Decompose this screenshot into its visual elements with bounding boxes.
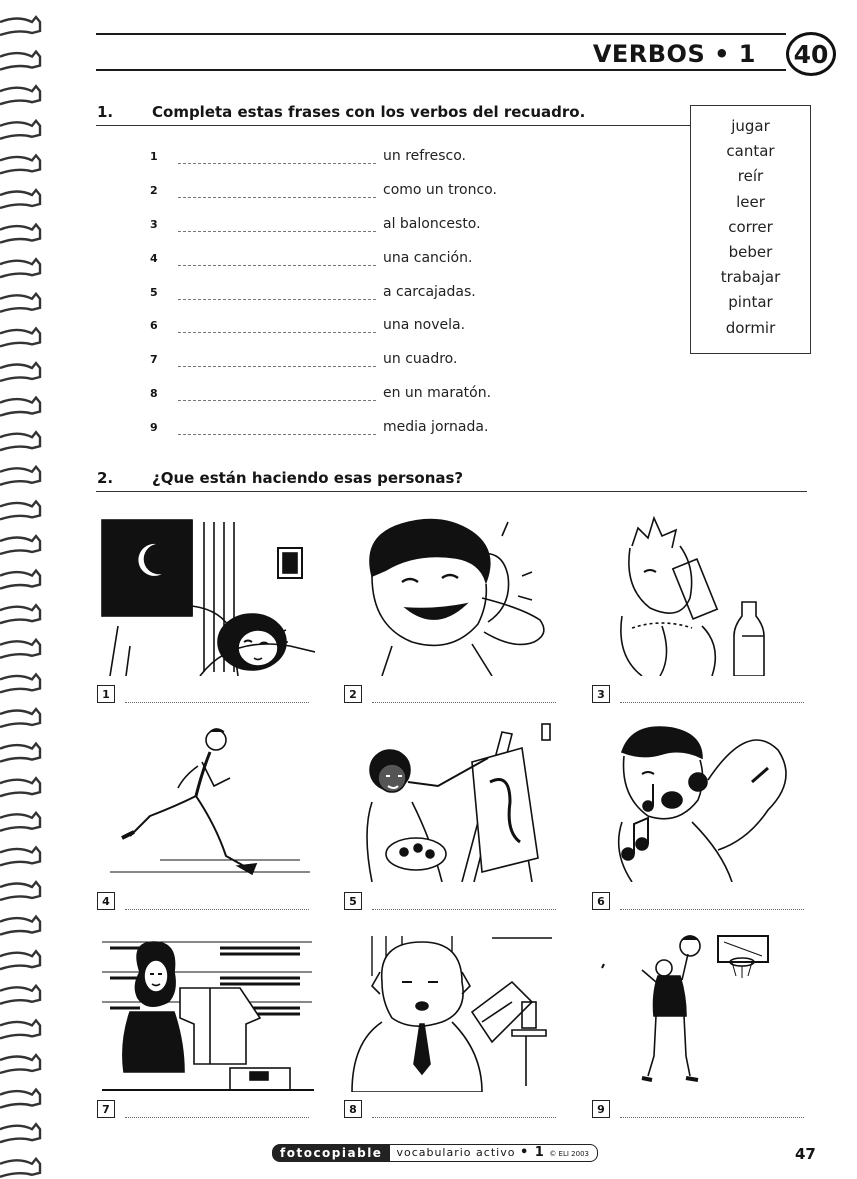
sentence-blank-line[interactable]	[178, 265, 376, 266]
painting-boy-illustration	[342, 722, 557, 882]
sentence-blank-line[interactable]	[178, 366, 376, 367]
spiral-binding	[0, 0, 46, 1179]
sentence-number: 6	[150, 319, 158, 332]
answer-row	[344, 892, 564, 912]
word-box-item: leer	[736, 192, 765, 211]
sleeping-boy-illustration	[100, 516, 315, 676]
spiral-ring	[0, 363, 40, 381]
answer-line[interactable]	[125, 1117, 309, 1118]
spiral-ring	[0, 328, 40, 346]
sentence-row	[150, 148, 580, 170]
verb-word-box	[690, 105, 811, 354]
section-2-title: ¿Que están haciendo esas personas?	[152, 469, 464, 487]
spiral-ring	[0, 398, 40, 416]
spiral-ring	[0, 1090, 40, 1108]
spiral-ring	[0, 882, 40, 900]
answer-row	[344, 1100, 564, 1120]
spiral-ring	[0, 640, 40, 658]
sentence-row	[150, 385, 580, 407]
sentence-number: 5	[150, 286, 158, 299]
word-box-item: cantar	[726, 142, 775, 161]
answer-line[interactable]	[620, 702, 804, 703]
sentence-text: al baloncesto.	[383, 216, 481, 232]
spiral-ring	[0, 847, 40, 865]
spiral-ring	[0, 917, 40, 935]
spiral-ring	[0, 951, 40, 969]
spiral-ring	[0, 432, 40, 450]
volume-number: • 1	[519, 1145, 545, 1160]
sentence-blank-line[interactable]	[178, 197, 376, 198]
drinking-boy-illustration	[592, 516, 807, 676]
sentence-row	[150, 419, 580, 441]
spiral-ring	[0, 294, 40, 312]
sentence-row	[150, 351, 580, 373]
answer-number-box: 2	[344, 685, 362, 703]
sentence-row	[150, 182, 580, 204]
spiral-ring	[0, 86, 40, 104]
word-box-item: correr	[728, 217, 773, 236]
spiral-ring	[0, 813, 40, 831]
answer-line[interactable]	[620, 1117, 804, 1118]
singing-man-illustration	[592, 722, 807, 882]
word-box-item: beber	[728, 243, 773, 262]
answer-row	[97, 892, 317, 912]
answer-line[interactable]	[620, 909, 804, 910]
sentence-text: un cuadro.	[383, 351, 458, 367]
sentence-row	[150, 317, 580, 339]
sentence-number: 9	[150, 421, 158, 434]
header-top-rule	[96, 33, 786, 35]
spiral-ring	[0, 1124, 40, 1142]
page-number: 47	[795, 1145, 816, 1163]
spiral-ring	[0, 225, 40, 243]
sentence-row	[150, 216, 580, 238]
answer-number-box: 8	[344, 1100, 362, 1118]
photocopiable-tag: fotocopiable	[272, 1144, 390, 1162]
spiral-ring	[0, 674, 40, 692]
spiral-ring	[0, 1159, 40, 1177]
answer-line[interactable]	[372, 909, 556, 910]
sentence-blank-line[interactable]	[178, 163, 376, 164]
spiral-ring	[0, 605, 40, 623]
sentence-blank-line[interactable]	[178, 434, 376, 435]
sentence-number: 7	[150, 353, 158, 366]
answer-line[interactable]	[372, 702, 556, 703]
section-2-rule	[96, 491, 807, 492]
answer-number-box: 3	[592, 685, 610, 703]
word-box-item: jugar	[731, 117, 770, 135]
answer-row	[592, 685, 812, 705]
spiral-ring	[0, 501, 40, 519]
answer-number-box: 5	[344, 892, 362, 910]
word-box-item: trabajar	[720, 268, 781, 287]
sentence-row	[150, 250, 580, 272]
answer-number-box: 7	[97, 1100, 115, 1118]
header-bottom-rule	[96, 69, 786, 71]
spiral-ring	[0, 1055, 40, 1073]
word-box-item: reír	[737, 167, 764, 186]
spiral-ring	[0, 259, 40, 277]
sentence-blank-line[interactable]	[178, 332, 376, 333]
sentence-text: en un maratón.	[383, 385, 492, 401]
sentence-number: 4	[150, 252, 158, 265]
copyright-text: © ELI 2003	[549, 1150, 589, 1158]
spiral-ring	[0, 1020, 40, 1038]
spiral-ring	[0, 190, 40, 208]
answer-row	[344, 685, 564, 705]
sentence-text: un refresco.	[383, 148, 467, 164]
sentence-text: una canción.	[383, 250, 473, 266]
answer-line[interactable]	[372, 1117, 556, 1118]
spiral-ring	[0, 986, 40, 1004]
spiral-ring	[0, 709, 40, 727]
spiral-ring	[0, 52, 40, 70]
section-1-number: 1.	[97, 103, 114, 121]
section-1-title: Completa estas frases con los verbos del recuadro.	[152, 103, 586, 121]
spiral-ring	[0, 121, 40, 139]
sentence-number: 8	[150, 387, 158, 400]
answer-number-box: 9	[592, 1100, 610, 1118]
unit-title: VERBOS • 1	[592, 40, 756, 68]
answer-number-box: 4	[97, 892, 115, 910]
series-label	[390, 1144, 598, 1162]
answer-row	[592, 892, 812, 912]
sentence-number: 2	[150, 184, 158, 197]
answer-number-box: 1	[97, 685, 115, 703]
word-box-item: dormir	[725, 318, 776, 337]
sentence-text: como un tronco.	[383, 182, 497, 198]
section-1-rule	[96, 125, 692, 126]
sentence-blank-line[interactable]	[178, 231, 376, 232]
spiral-ring	[0, 536, 40, 554]
sentence-text: media jornada.	[383, 419, 489, 435]
reading-man-illustration	[342, 932, 557, 1092]
basketball-player-illustration	[592, 932, 807, 1092]
sentence-text: a carcajadas.	[383, 284, 476, 300]
laughing-boy-illustration	[342, 516, 557, 676]
spiral-ring	[0, 467, 40, 485]
section-2-number: 2.	[97, 469, 114, 487]
shop-woman-illustration	[100, 932, 315, 1092]
sentence-number: 3	[150, 218, 158, 231]
answer-line[interactable]	[125, 702, 309, 703]
running-man-illustration	[100, 722, 315, 882]
spiral-ring	[0, 744, 40, 762]
word-box-item: pintar	[728, 293, 773, 312]
spiral-ring	[0, 571, 40, 589]
unit-number-badge: 40	[786, 32, 836, 76]
sentence-row	[150, 284, 580, 306]
sentence-blank-line[interactable]	[178, 400, 376, 401]
spiral-ring	[0, 155, 40, 173]
spiral-ring	[0, 778, 40, 796]
answer-row	[592, 1100, 812, 1120]
spiral-ring	[0, 17, 40, 35]
answer-number-box: 6	[592, 892, 610, 910]
answer-row	[97, 1100, 317, 1120]
sentence-text: una novela.	[383, 317, 466, 333]
answer-row	[97, 685, 317, 705]
sentence-blank-line[interactable]	[178, 299, 376, 300]
series-name: vocabulario activo	[396, 1146, 516, 1159]
footer-banner	[272, 1144, 598, 1162]
sentence-number: 1	[150, 150, 158, 163]
answer-line[interactable]	[125, 909, 309, 910]
